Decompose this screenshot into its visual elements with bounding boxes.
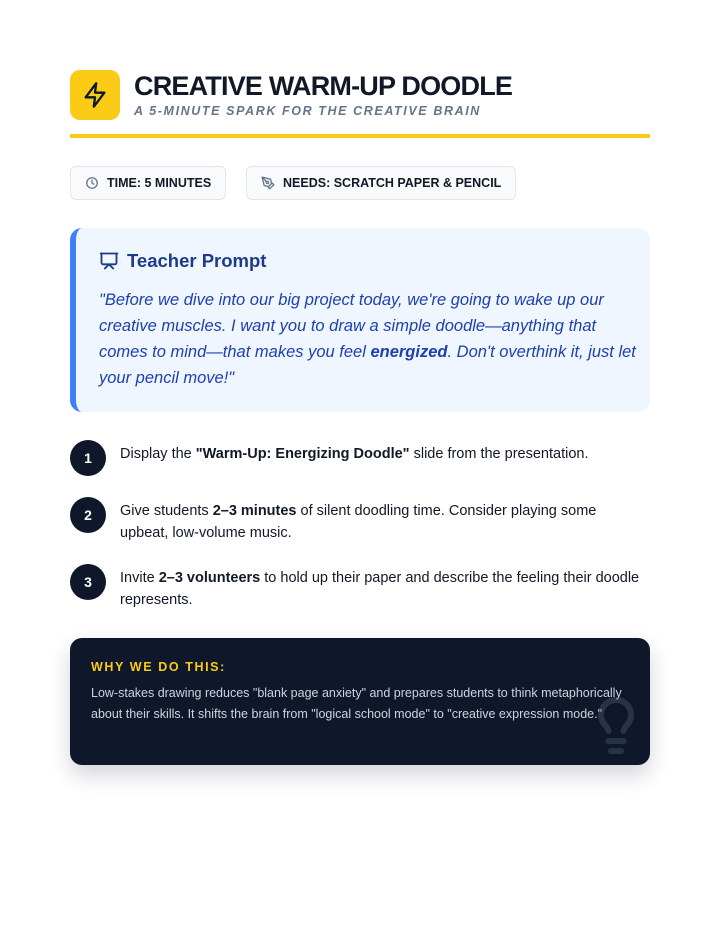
time-chip [70, 166, 226, 200]
why-text: Low-stakes drawing reduces "blank page anxiety" and prepares students to think metaphorically about their skills. It shifts the brain from "logical school mode" to "creative expression mode." [91, 686, 622, 721]
step-emphasis: "Warm-Up: Energizing Doodle" [195, 446, 410, 462]
lightbulb-icon [586, 696, 646, 765]
step-number: 3 [70, 564, 106, 600]
prompt-text-part: "Before we dive into our big project today, we're going to wake up our creative muscles. I want you to draw a simple doodle—anything that comes to mind—that makes you feel [99, 291, 604, 361]
step-text-part: Give students [120, 503, 213, 519]
pen-tool-icon [261, 176, 275, 190]
step-text-part: to hold up their paper and describe the feeling their doodle represents. [120, 570, 640, 608]
teacher-prompt-title: Teacher Prompt [127, 250, 267, 271]
page-subtitle: A 5-MINUTE SPARK FOR THE CREATIVE BRAIN [134, 104, 481, 118]
step-number: 2 [70, 497, 106, 533]
time-chip-label: TIME: 5 MINUTES [107, 176, 212, 190]
presentation-icon [99, 251, 119, 271]
step-text-part: Invite [120, 570, 159, 586]
why-we-do-this-card [70, 638, 650, 765]
step-emphasis: 2–3 minutes [212, 503, 297, 519]
step-text-part: of silent doodling time. Consider playing some upbeat, low-volume music. [120, 503, 597, 541]
page-title: CREATIVE WARM-UP DOODLE [134, 71, 513, 101]
step-text [120, 444, 640, 466]
step-text [120, 568, 640, 611]
teacher-prompt-card [70, 228, 650, 412]
teacher-prompt-heading [99, 250, 266, 272]
materials-chip-label: NEEDS: SCRATCH PAPER & PENCIL [283, 176, 502, 190]
step-emphasis: 2–3 volunteers [158, 570, 261, 586]
why-heading: WHY WE DO THIS: [91, 660, 226, 674]
step-text [120, 501, 640, 544]
lightning-bolt-icon [70, 70, 120, 120]
prompt-text-part: . Don't overthink it, just let your pencil move!" [99, 343, 636, 387]
prompt-emphasis: energized [370, 343, 448, 361]
step-text-part: slide from the presentation. [409, 446, 589, 462]
teacher-prompt-text [99, 287, 639, 391]
materials-chip [246, 166, 516, 200]
page-header [70, 70, 650, 138]
clock-icon [85, 176, 99, 190]
step-text-part: Display the [120, 446, 196, 462]
step-number: 1 [70, 440, 106, 476]
